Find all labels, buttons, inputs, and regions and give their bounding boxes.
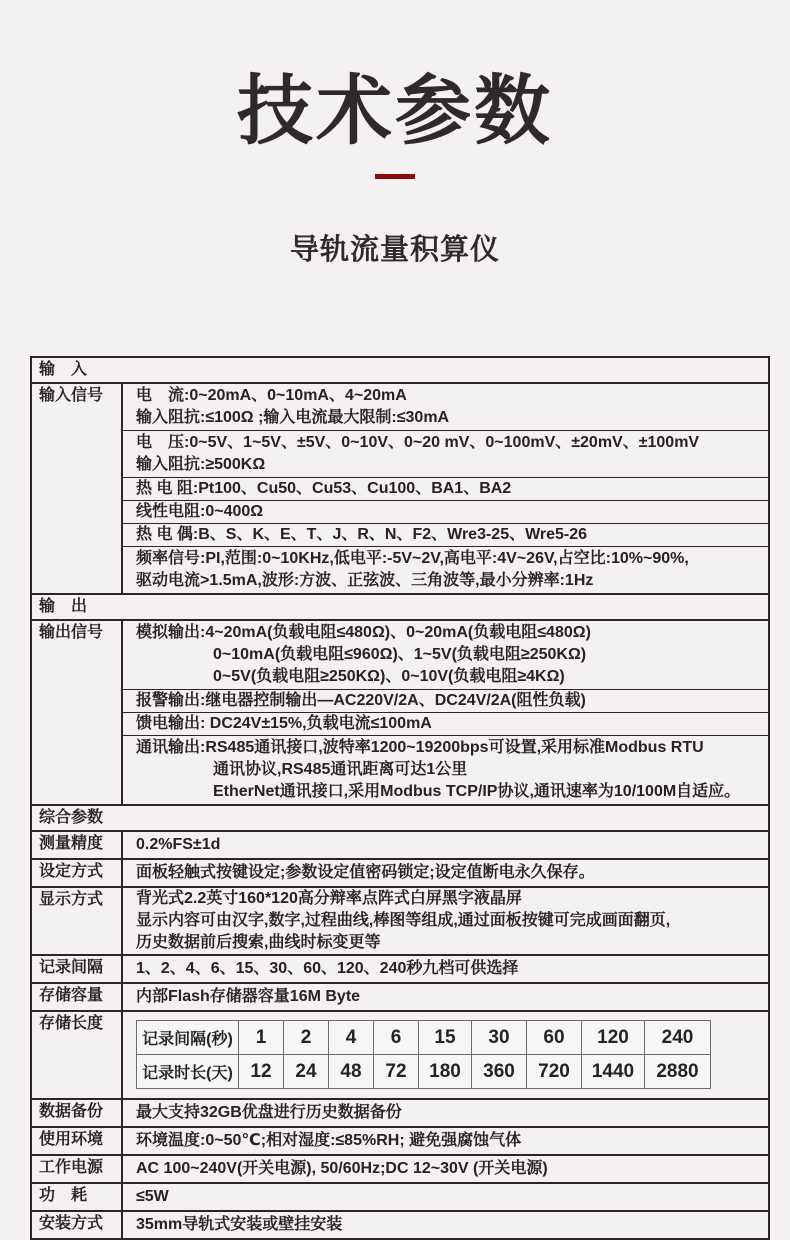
row-output-signal — [32, 621, 768, 806]
row-label-power: 工作电源 — [32, 1156, 123, 1182]
storage-duration-row — [137, 1055, 711, 1089]
row-label-record-interval: 记录间隔 — [32, 956, 123, 982]
output-analog-spec — [123, 621, 768, 690]
storage-length-table — [136, 1020, 711, 1089]
row-label-input-signal: 输入信号 — [32, 384, 123, 593]
row-storage-capacity — [32, 984, 768, 1012]
spec-text: 线性电阻:0~400Ω — [136, 503, 264, 520]
interval-value: 1 — [239, 1021, 284, 1055]
input-frequency-spec — [123, 547, 768, 593]
row-backup — [32, 1100, 768, 1128]
spec-text: 1、2、4、6、15、30、60、120、240秒九档可供选择 — [136, 960, 519, 977]
row-record-interval — [32, 956, 768, 984]
spec-text: 输入阻抗:≤100Ω ;输入电流最大限制:≤30mA — [136, 409, 450, 426]
duration-value: 180 — [419, 1055, 472, 1089]
row-accuracy — [32, 832, 768, 860]
row-power — [32, 1156, 768, 1184]
interval-value: 15 — [419, 1021, 472, 1055]
spec-text: 模拟输出:4~20mA(负载电阻≤480Ω)、0~20mA(负载电阻≤480Ω) — [136, 624, 591, 641]
spec-text: 显示内容可由汉字,数字,过程曲线,棒图等组成,通过面板按键可完成画面翻页, — [136, 912, 671, 929]
interval-value: 60 — [527, 1021, 582, 1055]
row-installation — [32, 1212, 768, 1238]
duration-value: 360 — [472, 1055, 527, 1089]
row-label-installation: 安装方式 — [32, 1212, 123, 1238]
duration-value: 24 — [284, 1055, 329, 1089]
row-label-backup: 数据备份 — [32, 1100, 123, 1126]
row-environment — [32, 1128, 768, 1156]
spec-text: 输入阻抗:≥500KΩ — [136, 456, 266, 473]
section-header-output: 输 出 — [32, 595, 768, 621]
interval-value: 6 — [374, 1021, 419, 1055]
input-rtd-spec — [123, 478, 768, 501]
input-signal-content — [123, 384, 768, 593]
spec-text: 报警输出:继电器控制输出—AC220V/2A、DC24V/2A(阻性负载) — [136, 692, 586, 709]
input-thermocouple-spec — [123, 524, 768, 547]
row-label-output-signal: 输出信号 — [32, 621, 123, 804]
spec-text: 电 压:0~5V、1~5V、±5V、0~10V、0~20 mV、0~100mV、±20mV、±100mV — [136, 434, 700, 451]
interval-value: 30 — [472, 1021, 527, 1055]
output-signal-content — [123, 621, 768, 804]
spec-text: 热 电 阻:Pt100、Cu50、Cu53、Cu100、BA1、BA2 — [136, 480, 512, 497]
spec-text: 驱动电流>1.5mA,波形:方波、正弦波、三角波等,最小分辨率:1Hz — [136, 572, 594, 589]
row-label-accuracy: 测量精度 — [32, 832, 123, 858]
product-subtitle: 导轨流量积算仪 — [289, 234, 500, 266]
duration-value: 48 — [329, 1055, 374, 1089]
spec-text: 背光式2.2英寸160*120高分辩率点阵式白屏黑字液晶屏 — [136, 890, 522, 907]
input-current-spec — [123, 384, 768, 431]
spec-text: 通讯协议,RS485通讯距离可达1公里 — [213, 761, 468, 778]
interval-value: 2 — [284, 1021, 329, 1055]
storage-interval-row — [137, 1021, 711, 1055]
interval-value: 4 — [329, 1021, 374, 1055]
row-label-environment: 使用环境 — [32, 1128, 123, 1154]
duration-value: 2880 — [645, 1055, 711, 1089]
input-voltage-spec — [123, 431, 768, 478]
row-label-display: 显示方式 — [32, 888, 123, 954]
spec-text: 内部Flash存储器容量16M Byte — [136, 988, 361, 1005]
output-comm-spec — [123, 736, 768, 804]
spec-text: 面板轻触式按键设定;参数设定值密码锁定;设定值断电永久保存。 — [136, 864, 595, 881]
interval-value: 240 — [645, 1021, 711, 1055]
spec-text: 0.2%FS±1d — [136, 836, 221, 853]
section-header-input: 输 入 — [32, 358, 768, 384]
spec-text: 0~5V(负载电阻≥250KΩ)、0~10V(负载电阻≥4KΩ) — [213, 668, 565, 685]
spec-table — [30, 356, 770, 1240]
row-consumption — [32, 1184, 768, 1212]
row-label-storage-capacity: 存储容量 — [32, 984, 123, 1010]
duration-value: 720 — [527, 1055, 582, 1089]
page-title: 技术参数 — [237, 69, 553, 154]
page-header — [0, 70, 790, 268]
spec-text: 馈电输出: DC24V±15%,负载电流≤100mA — [136, 715, 432, 732]
spec-text: 0~10mA(负载电阻≤960Ω)、1~5V(负载电阻≥250KΩ) — [213, 646, 587, 663]
duration-value: 1440 — [582, 1055, 645, 1089]
row-input-signal — [32, 384, 768, 595]
output-alarm-spec — [123, 690, 768, 713]
spec-text: 频率信号:PI,范围:0~10KHz,低电平:-5V~2V,高电平:4V~26V,占空比:10%~90%, — [136, 550, 689, 567]
title-divider — [375, 174, 415, 179]
storage-interval-label: 记录间隔(秒) — [137, 1021, 239, 1055]
row-storage-length — [32, 1012, 768, 1100]
section-header-general: 综合参数 — [32, 806, 768, 832]
spec-text: EtherNet通讯接口,采用Modbus TCP/IP协议,通讯速率为10/100M自适应。 — [213, 783, 741, 800]
spec-text: AC 100~240V(开关电源), 50/60Hz;DC 12~30V (开关电源) — [136, 1160, 548, 1177]
duration-value: 12 — [239, 1055, 284, 1089]
spec-text: 通讯输出:RS485通讯接口,波特率1200~19200bps可设置,采用标准Modbus RTU — [136, 739, 704, 756]
interval-value: 120 — [582, 1021, 645, 1055]
spec-text: 热 电 偶:B、S、K、E、T、J、R、N、F2、Wre3-25、Wre5-26 — [136, 526, 588, 543]
row-label-storage-length: 存储长度 — [32, 1012, 123, 1098]
duration-value: 72 — [374, 1055, 419, 1089]
row-display — [32, 888, 768, 956]
row-label-setting: 设定方式 — [32, 860, 123, 886]
spec-text: ≤5W — [136, 1188, 169, 1205]
spec-text: 电 流:0~20mA、0~10mA、4~20mA — [136, 387, 407, 404]
output-feed-spec — [123, 713, 768, 736]
row-label-consumption: 功 耗 — [32, 1184, 123, 1210]
storage-duration-label: 记录时长(天) — [137, 1055, 239, 1089]
spec-text: 历史数据前后搜索,曲线时标变更等 — [136, 934, 381, 951]
spec-text: 35mm导轨式安装或壁挂安装 — [136, 1216, 343, 1233]
spec-text: 环境温度:0~50℃;相对湿度:≤85%RH; 避免强腐蚀气体 — [136, 1132, 522, 1149]
input-linear-resistance-spec — [123, 501, 768, 524]
spec-text: 最大支持32GB优盘进行历史数据备份 — [136, 1104, 402, 1121]
row-setting — [32, 860, 768, 888]
